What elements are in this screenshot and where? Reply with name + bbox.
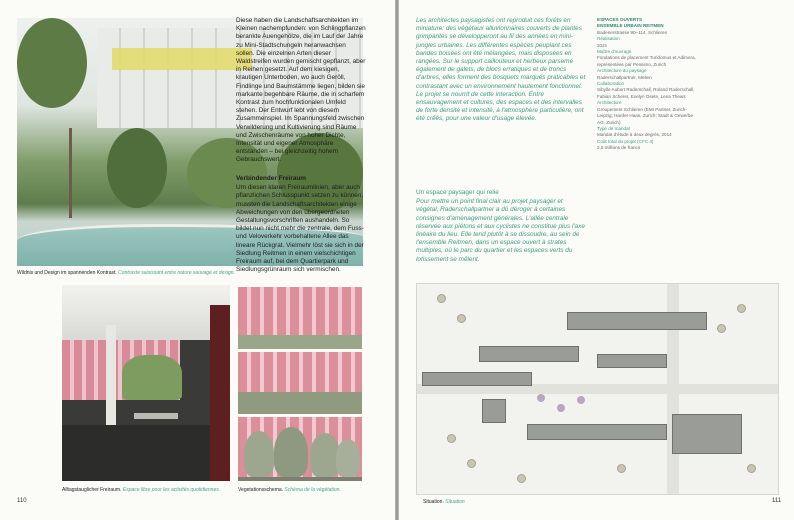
info-label: Architecture	[597, 100, 622, 106]
info-value: 2021	[597, 42, 608, 48]
floor	[62, 425, 230, 481]
tree-crown	[244, 431, 274, 477]
tree-crown	[336, 439, 360, 477]
building-block	[567, 312, 707, 330]
caption-fr: Schéma de la végétation.	[284, 487, 341, 493]
building-block	[422, 372, 532, 386]
hedge	[238, 392, 362, 414]
info-label: Maître d'ouvrage	[597, 49, 632, 55]
tree-symbol	[747, 464, 756, 473]
vegetation-panel	[238, 417, 362, 481]
red-wall	[210, 305, 230, 481]
vegetation-panel	[238, 352, 362, 414]
tree-symbol	[717, 324, 726, 333]
building-block	[597, 354, 667, 368]
pavilion-photo	[62, 285, 230, 481]
pavilion-caption	[62, 487, 232, 494]
info-label: Réalisation	[597, 36, 620, 42]
tree-trunk	[69, 128, 72, 218]
german-body-section	[236, 175, 366, 274]
info-label: Coût total du projet (CFC 4)	[597, 138, 654, 144]
info-value: Mandat d'étude à deux degrés, 2014	[597, 132, 672, 138]
caption-fr: Contraste saisissant entre nature sauvage et design.	[118, 270, 235, 276]
flowering-tree-symbol	[557, 404, 565, 412]
tree-symbol	[437, 294, 446, 303]
caption-fr: Situation	[445, 499, 465, 505]
building-block	[482, 399, 506, 423]
info-label: Architecture du paysage	[597, 68, 647, 74]
page-number: 110	[17, 498, 27, 504]
french-body-text	[416, 17, 586, 124]
info-value: Sibylle Aubort Raderschall, Roland Raderschall, Fabian Scherer, Evelyn Osete, Lena Thews	[597, 87, 695, 99]
caption-de: Alltagstauglicher Freiraum.	[62, 487, 122, 493]
hedge	[238, 335, 362, 349]
info-title: ENSEMBLE URBAIN REITMEN	[597, 23, 664, 29]
plan-caption	[423, 499, 465, 506]
vegetation-panel	[238, 287, 362, 349]
building-block	[479, 346, 579, 362]
right-page	[399, 0, 794, 520]
info-title: ESPACES OUVERTS	[597, 17, 643, 22]
tree-symbol	[617, 464, 626, 473]
info-value: Raderschallpartner, Meilen	[597, 74, 652, 80]
body-paragraph: Les architectes paysagistes ont reproduit ces forêts en miniature: des végétaux alluvionnaires couverts de plantes grimpantes se développeront au fil des années en mini-jungles urbaines. Les différentes espèces peuplant ces bandes boisées ont été mélangées, mais disposées en rangées. Sur le support caillouteux et herbeux parsemé également de galets, de blocs erratiques et de troncs d'arbres, elles forment des bosquets marqués praticables et contrastant avec un environnement hautement fonctionnel. Le projet se nourrit de cette interaction. Entre ensauvagement et cultures, des espaces et des intervalles de forte densité et intensité, à l'atmosphère particulière, ont été créés, pour une valeur d'usage élevée.	[416, 17, 586, 123]
info-label: Collaboration	[597, 81, 625, 87]
ping-pong-table	[134, 413, 178, 419]
page-number: 111	[772, 498, 782, 504]
column	[106, 325, 116, 425]
tree-symbol	[467, 459, 476, 468]
shrub	[107, 128, 167, 208]
canopy-roof	[62, 285, 230, 340]
flowering-tree-symbol	[577, 396, 585, 404]
caption-fr: Espace libre pour les activités quotidiennes.	[122, 487, 221, 493]
tree-crown	[17, 18, 87, 108]
info-value: Groupement Schlieren (EMI Partner, Zurich-Leipzig; Harder Haas, Zurich; Stadt & Gewerbe AG, Zurich)	[597, 106, 694, 125]
info-value: 2,5 millions de francs	[597, 145, 641, 151]
left-page	[0, 0, 395, 520]
tree-crown	[274, 427, 308, 477]
info-value: Fondations de placement Turidomus et Adimora, représentées par Pensimo, Zurich	[597, 55, 696, 67]
vegetation-caption	[238, 487, 378, 494]
info-label: Type de mandat	[597, 125, 630, 131]
body-paragraph: Um diesen klaren Freiraumlinien, aber auch pflanzlichen Schlusspunkt setzen zu können, mussten die Landschaftsarchitekten einige Abweichungen von den übergeordneten Gestaltungsvorschriften aushandeln. So bildet nun nicht mehr die zentrale, dem Fuss- und Veloverkehr vorbehaltene Allee das lineare Rückgrat. Vielmehr löst sie sich in der Siedlung Reitmen in einem vielschichtigen Freiraum auf, bei dem Quartierpark und Siedlungsgrünraum sich vermischen.	[236, 184, 364, 274]
ground	[238, 477, 362, 481]
building-block	[527, 424, 667, 440]
caption-de: Vegetationsschema.	[238, 487, 284, 493]
site-plan	[416, 283, 779, 495]
body-paragraph: Pour mettre un point final clair au projet paysager et végétal, Raderschallpartner a dû déroger à certaines consignes d'aménagement générales. L'allée centrale réservée aux piétons et aux cyclistes ne constitue plus l'axe linéaire du lieu. Elle tend plutôt à se dissoudre, au sein de l'ensemble Reitmen, dans un espace ouvert à strates multiples, où le parc du quartier et les espaces verts du lotissement se mêlent.	[416, 198, 585, 263]
tree-symbol	[457, 314, 466, 323]
section-heading: Un espace paysager qui relie	[416, 189, 499, 196]
project-info	[597, 17, 697, 152]
info-value: Badenerstrasse 90–114, Schlieren	[597, 29, 668, 35]
section-heading: Verbindender Freiraum	[236, 175, 306, 182]
tree-symbol	[447, 434, 456, 443]
trees	[122, 355, 182, 400]
flowering-tree-symbol	[537, 394, 545, 402]
building-block	[672, 414, 742, 454]
tree-symbol	[737, 304, 746, 313]
caption-de: Wildnis und Design im spannenden Kontrast.	[17, 270, 117, 276]
garden-caption	[17, 270, 235, 277]
tree-symbol	[517, 474, 526, 483]
caption-de: Situation.	[423, 499, 444, 505]
german-body-text	[236, 17, 366, 165]
body-paragraph: Diese haben die Landschaftsarchitekten im Kleinen nachempfunden: von Schlingpflanzen berankte Auengehölze, die im Lauf der Jahre zu Mini-Stadtschungeln heranwachsen sollen. Die einzelnen Arten dieser Waldstreifen wurden gemischt gepflanzt, aber in Reihen gesetzt. Auf dem kiesigen, krautigen Unterboden, wo auch Geröll, Findlinge und Baumstämme liegen, bilden sie markante begehbare Räume, die in scharfem Kontrast zum hochfunktionalen Umfeld stehen. Der Entwurf lebt von diesem Zusammenspiel. Im Spannungsfeld zwischen Verwilderung und Kultivierung sind Räume und Zwischenräume von hoher Dichte, Intensität und eigener Atmosphäre entstanden – bei gleichzeitig hohem Gebrauchswert.	[236, 17, 366, 164]
french-body-section	[416, 189, 586, 264]
yellow-balcony-band	[112, 48, 252, 70]
